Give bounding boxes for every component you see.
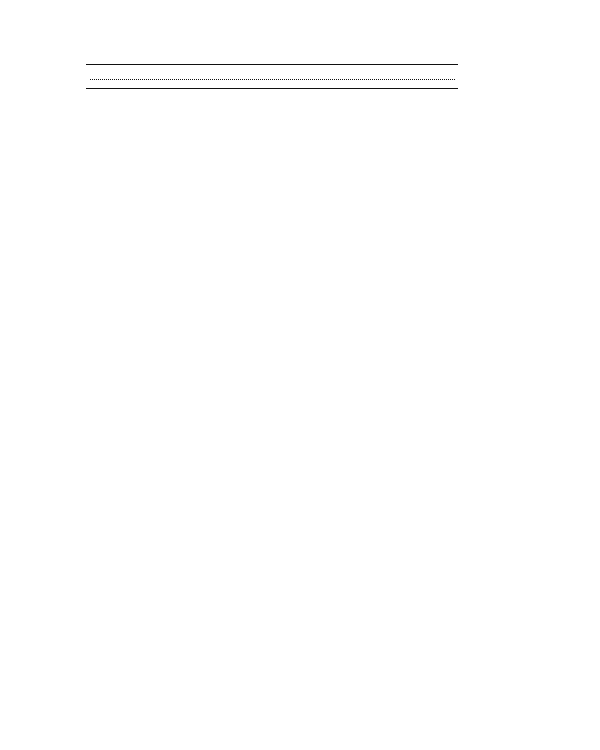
section-divider — [86, 88, 458, 89]
toc-entry-preface[interactable] — [86, 79, 458, 84]
running-head — [86, 40, 458, 65]
table-of-contents — [86, 79, 458, 89]
book-page — [86, 40, 458, 91]
leader-dots — [90, 79, 455, 80]
